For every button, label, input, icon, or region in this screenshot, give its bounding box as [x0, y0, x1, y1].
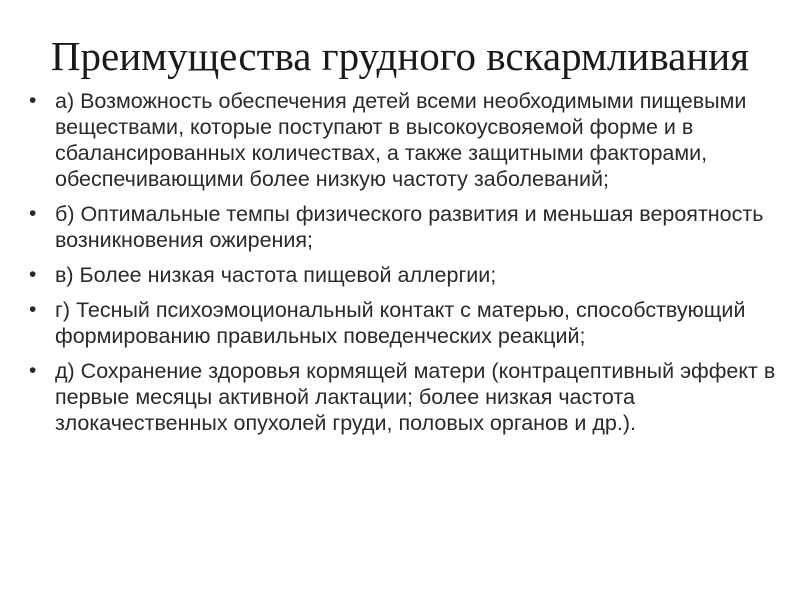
bullet-item-b — [24, 201, 776, 253]
bullet-text: г) Тесный психоэмоциональный контакт с матерью, способствующий формированию правильных поведенческих реакций; — [55, 298, 746, 348]
bullet-item-v — [24, 262, 776, 288]
bullet-item-g — [24, 297, 776, 349]
bullet-icon: • — [29, 202, 37, 225]
bullet-item-d — [24, 358, 776, 436]
bullet-text: б) Оптимальные темпы физического развития и меньшая вероятность возникновения ожирения; — [55, 202, 764, 252]
bullet-icon: • — [29, 263, 37, 286]
bullet-text: в) Более низкая частота пищевой аллергии; — [55, 263, 497, 287]
bullet-icon: • — [29, 359, 37, 382]
bullet-icon: • — [29, 298, 37, 321]
slide-title: Преимущества грудного вскармливания — [50, 33, 750, 79]
bullet-icon: • — [29, 89, 37, 112]
bullet-list — [24, 88, 776, 436]
bullet-text: д) Сохранение здоровья кормящей матери (контрацептивный эффект в первые месяцы активной лактации; более низкая частота злокачественных опухолей груди, половых органов и др.). — [55, 359, 776, 435]
bullet-text: а) Возможность обеспечения детей всеми необходимыми пищевыми веществами, которые поступают в высокоусвояемой форме и в сбалансированных количествах, а также защитными факторами, обеспечивающими более низкую частоту заболеваний; — [55, 89, 747, 191]
bullet-item-a — [24, 88, 776, 192]
slide-content — [24, 88, 776, 445]
